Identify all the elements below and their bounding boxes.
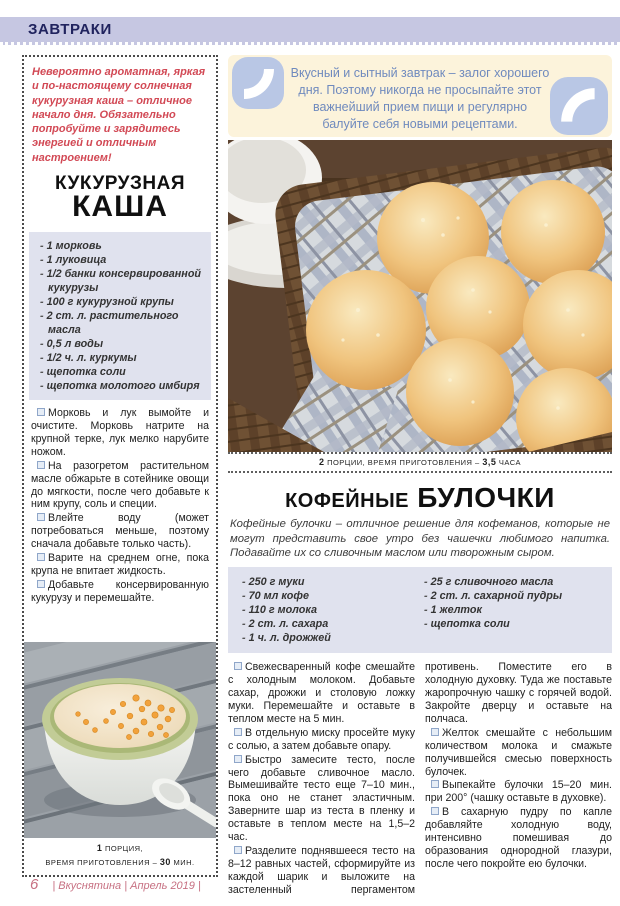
ingredient-item: - щепотка соли [420, 617, 602, 631]
step-bullet-icon [431, 728, 439, 736]
recipe-step [425, 806, 612, 871]
teaser-text: Вкусный и сытный завтрак – залог хорошего дня. Поэтому никогда не просыпайте этот важнейший прием пищи и регулярно балуйте себя новыми рецептами. [290, 66, 550, 131]
step-text: Морковь и лук вымойте и очистите. Морковь натрите на крупной терке, лук мелко нарубите ножом. [31, 406, 209, 458]
ingredient-item: - 0,5 л воды [36, 337, 206, 351]
right-recipe-title [228, 482, 612, 514]
step-bullet-icon [234, 662, 242, 670]
step-bullet-icon [37, 408, 45, 416]
ingredient-item: - 2 ст. л. растительного масла [36, 309, 206, 337]
caption-servings-number: 1 [96, 843, 103, 854]
recipe-step [228, 754, 415, 844]
caption-time-unit: МИН. [170, 858, 195, 868]
step-text: Добавьте консервированную кукурузу и перемешайте. [31, 578, 209, 604]
step-bullet-icon [234, 728, 242, 736]
porridge-photo-caption [24, 838, 216, 875]
recipe-step [31, 460, 209, 512]
ingredients-column-1 [238, 575, 420, 645]
ingredient-item: - 1/2 банки консервированной кукурузы [36, 267, 206, 295]
step-bullet-icon [234, 846, 242, 854]
section-title: ЗАВТРАКИ [28, 21, 112, 38]
ingredient-item: - 1/2 ч. л. куркумы [36, 351, 206, 365]
right-ingredients-list-1 [238, 575, 420, 645]
teaser-box [228, 55, 612, 137]
caption-middle: ПОРЦИИ, ВРЕМЯ ПРИГОТОВЛЕНИЯ – [324, 458, 483, 467]
magazine-line: | Вкуснятина | Апрель 2019 | [52, 880, 201, 892]
section-header-bar [0, 17, 620, 45]
left-ingredients-panel [29, 232, 211, 400]
left-steps [31, 407, 209, 606]
recipe-step [31, 512, 209, 551]
recipe-step [425, 727, 612, 779]
left-recipe-box [22, 55, 218, 877]
caption-time-number: 30 [159, 857, 171, 868]
right-column [228, 55, 612, 901]
recipe-step [31, 579, 209, 605]
ingredient-item: - 2 ст. л. сахарной пудры [420, 589, 602, 603]
right-recipe-title-word1: КОФЕЙНЫЕ [285, 490, 410, 512]
step-bullet-icon [431, 807, 439, 815]
left-recipe-title [24, 175, 216, 222]
ingredient-item: - 100 г кукурузной крупы [36, 295, 206, 309]
left-ingredients-list [36, 239, 206, 393]
right-steps [228, 661, 612, 901]
right-ingredients-panel [228, 567, 612, 653]
ingredient-item: - 25 г сливочного масла [420, 575, 602, 589]
ingredient-item: - 70 мл кофе [238, 589, 420, 603]
page-footer [30, 876, 201, 893]
cup-icon [550, 77, 608, 135]
caption-servings-text: ПОРЦИЯ, [102, 844, 144, 854]
ingredient-item: - 2 ст. л. сахара [238, 617, 420, 631]
caption-time-label: ВРЕМЯ ПРИГОТОВЛЕНИЯ – [45, 858, 160, 868]
porridge-photo [24, 642, 216, 838]
step-text: Свежесваренный кофе смешайте с холодным молоком. Добавьте сахар, дрожжи и столовую ложку муки. Перемешайте и оставьте в теплом месте на 5 мин. [228, 661, 415, 725]
step-text: Разделите поднявшееся тесто на 8–12 равных частей, сформируйте из каждой шарик и выложите на застеленный пергаментом противень. Поместите его в холодную духовку. Туда же поставьте жаропрочную чашку с горячей водой. Закройте дверцу и оставьте на полчаса. [228, 661, 612, 896]
ingredient-item: - щепотка молотого имбиря [36, 379, 206, 393]
ingredient-item: - 110 г молока [238, 603, 420, 617]
step-text: Влейте воду (может потребоваться меньше, поэтому сначала добавьте только часть). [31, 512, 209, 551]
step-text: Выпекайте булочки 15–20 мин. при 200° (чашку оставьте в духовке). [425, 779, 612, 805]
step-bullet-icon [37, 580, 45, 588]
step-bullet-icon [37, 461, 45, 469]
caption-servings-number: 2 [318, 457, 325, 467]
left-recipe-title-line1: КУКУРУЗНАЯ [54, 173, 186, 195]
recipe-step [228, 727, 415, 753]
left-recipe-title-line2: КАША [72, 190, 168, 224]
right-ingredients-list-2 [420, 575, 602, 631]
cup-icon [232, 57, 284, 109]
recipe-step [425, 779, 612, 805]
caption-time-number: 3,5 [482, 457, 497, 467]
step-bullet-icon [37, 513, 45, 521]
ingredients-column-2 [420, 575, 602, 645]
step-bullet-icon [431, 780, 439, 788]
step-text: В отдельную миску просейте муку с солью, а затем добавьте опару. [228, 726, 415, 752]
left-recipe-intro: Невероятно ароматная, яркая и по-настоящему солнечная кукурузная каша – отличное начало дня. Обязательно попробуйте и зарядитесь энергией и отличным настроением! [32, 66, 206, 164]
recipe-step [31, 407, 209, 459]
step-bullet-icon [234, 755, 242, 763]
buns-photo [228, 140, 612, 452]
ingredient-item: - 1 ч. л. дрожжей [238, 631, 420, 645]
step-text: В сахарную пудру по капле добавляйте холодную воду, интенсивно помешивая до образования однородной глазури, после чего покройте ею булочки. [425, 806, 612, 870]
caption-unit: ЧАСА [496, 458, 522, 467]
right-recipe-intro: Кофейные булочки – отличное решение для кофеманов, которые не могут представить свое утро без чашечки любимого напитка. Подавайте их со сливочным маслом или творожным сыром. [230, 518, 610, 560]
ingredient-item: - 250 г муки [238, 575, 420, 589]
ingredient-item: - щепотка соли [36, 365, 206, 379]
step-text: Желток смешайте с небольшим количеством молока и смажьте получившейся смесью поверхность булочек. [425, 726, 612, 778]
recipe-step [31, 552, 209, 578]
recipe-step [228, 661, 415, 726]
ingredient-item: - 1 луковица [36, 253, 206, 267]
step-text: Варите на среднем огне, пока крупа не впитает жидкость. [31, 552, 209, 578]
page-number: 6 [30, 876, 39, 893]
step-bullet-icon [37, 553, 45, 561]
step-text: Быстро замесите тесто, после чего добавьте сливочное масло. Вымешивайте тесто еще 7–10 мин., пока оно не станет эластичным. Заверните шар из теста в пленку и оставьте в теплом месте на 1,5–2 час. [228, 753, 415, 844]
right-recipe-title-word2: БУЛОЧКИ [409, 482, 555, 513]
ingredient-item: - 1 желток [420, 603, 602, 617]
ingredient-item: - 1 морковь [36, 239, 206, 253]
step-text: На разогретом растительном масле обжарьте в сотейнике овощи до мягкости, после чего добавьте к ним крупу, соль и специи. [31, 459, 209, 511]
buns-photo-caption [228, 452, 612, 473]
